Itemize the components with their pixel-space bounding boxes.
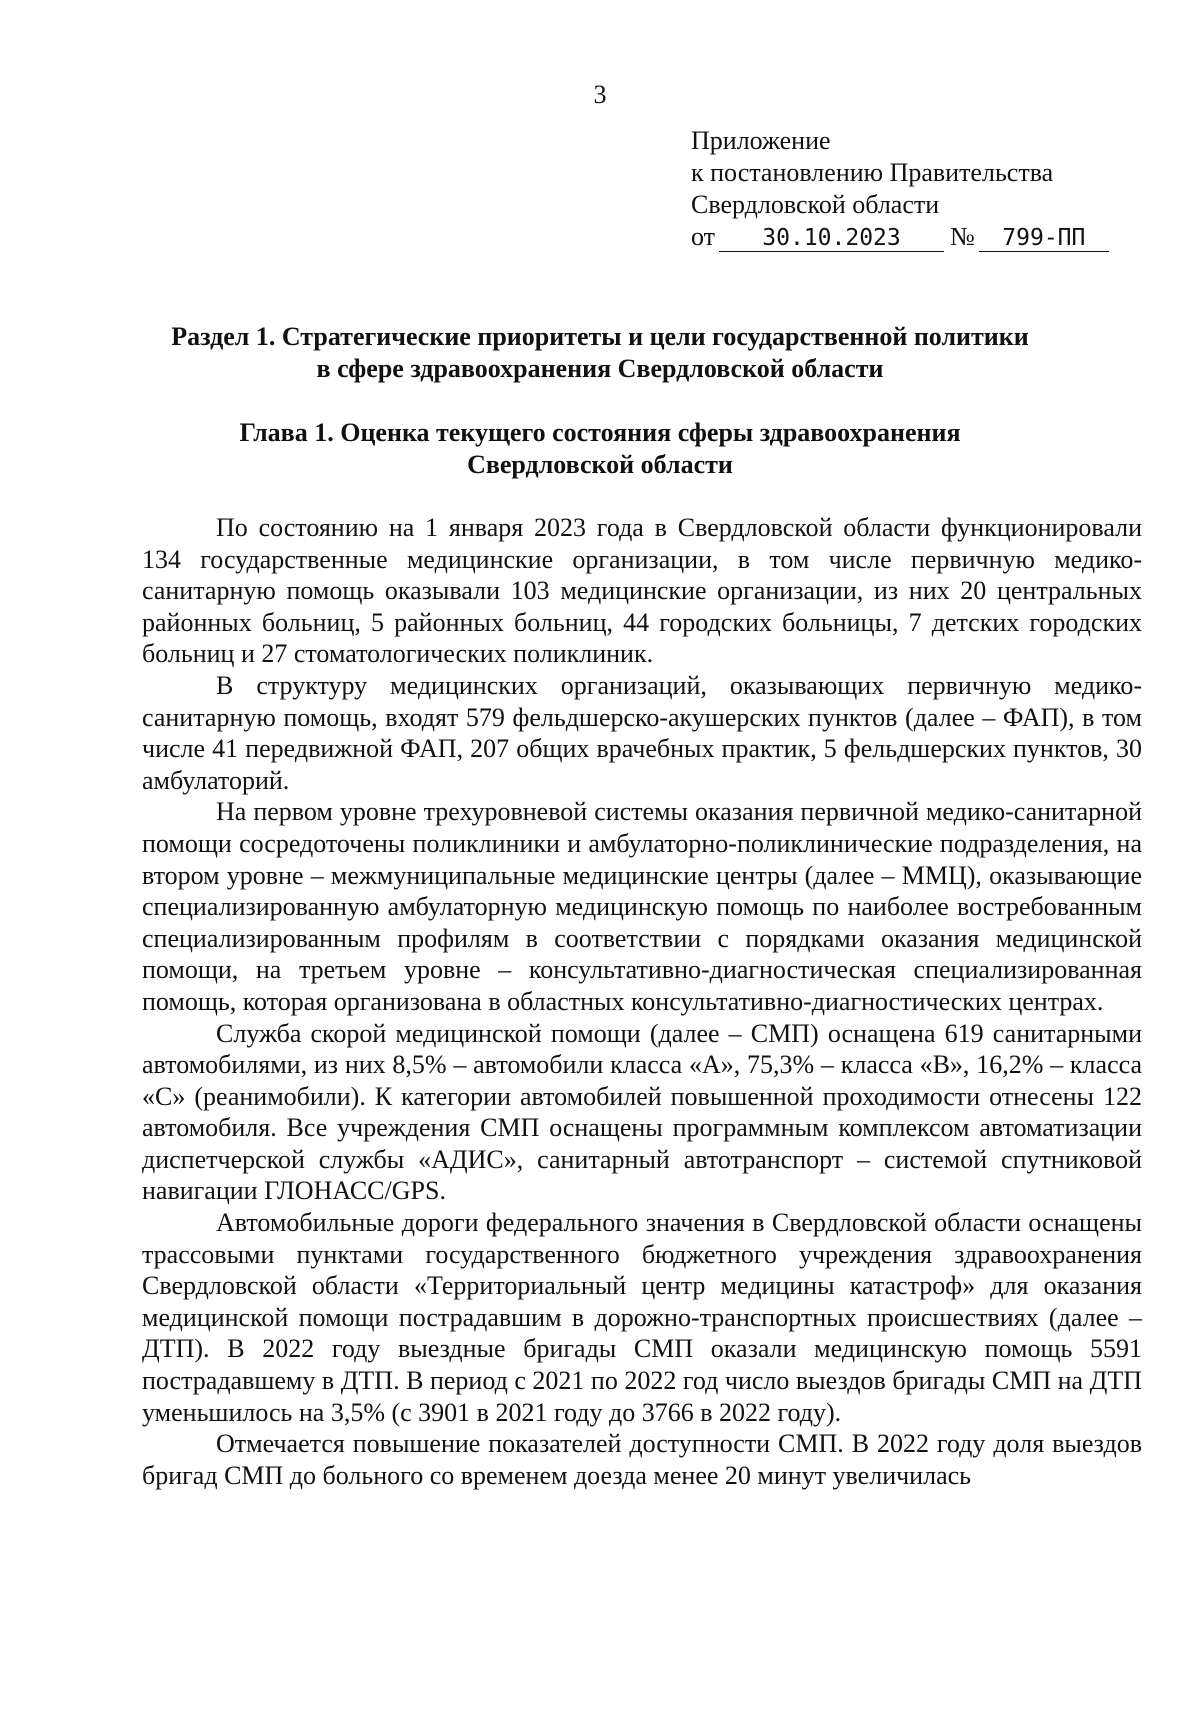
paragraph: Отмечается повышение показателей доступности СМП. В 2022 году доля выездов бригад СМП до больного со временем доезда менее 20 минут увеличилась	[142, 1429, 1142, 1490]
appendix-title: Приложение	[691, 126, 831, 155]
appendix-region: Свердловской области	[691, 190, 940, 219]
number-value: 799-ПП	[979, 225, 1109, 252]
paragraph: Автомобильные дороги федерального значения в Свердловской области оснащены трассовыми пунктами государственного бюджетного учреждения здравоохранения Свердловской области «Территориальный центр медицины катастроф» для оказания медицинской помощи пострадавшим в дорожно-транспортных происшествиях (далее – ДТП). В 2022 году выездные бригады СМП оказали медицинскую помощь 5591 пострадавшему в ДТП. В период с 2021 по 2022 год число выездов бригады СМП на ДТП уменьшилось на 3,5% (с 3901 в 2021 году до 3766 в 2022 году).	[142, 1208, 1142, 1427]
paragraph: Служба скорой медицинской помощи (далее – СМП) оснащена 619 санитарными автомобилями, из них 8,5% – автомобили класса «А», 75,3% – класса «В», 16,2% – класса «С» (реанимобили). К категории автомобилей повышенной проходимости отнесены 122 автомобиля. Все учреждения СМП оснащены программным комплексом автоматизации диспетчерской службы «АДИС», санитарный автотранспорт – системой спутниковой навигации ГЛОНАСС/GPS.	[142, 1018, 1142, 1206]
date-value: 30.10.2023	[719, 225, 944, 252]
chapter-title-line-1: Глава 1. Оценка текущего состояния сферы здравоохранения	[239, 418, 961, 447]
date-prefix: от	[691, 222, 716, 251]
appendix-reference: к постановлению Правительства	[691, 158, 1054, 187]
appendix-date-line	[691, 221, 1131, 253]
page-number: 3	[593, 80, 607, 109]
chapter-title-line-2: Свердловской области	[467, 450, 733, 479]
number-prefix: №	[950, 222, 975, 251]
paragraph: По состоянию на 1 января 2023 года в Свердловской области функционировали 134 государственные медицинские организации, в том числе первичную медико-санитарную помощь оказывали 103 медицинские организации, из них 20 центральных районных больниц, 5 районных больниц, 44 городских больницы, 7 детских городских больниц и 27 стоматологических поликлиник.	[142, 513, 1142, 669]
paragraph: На первом уровне трехуровневой системы оказания первичной медико-санитарной помощи сосредоточены поликлиники и амбулаторно-поликлинические подразделения, на втором уровне – межмуниципальные медицинские центры (далее – ММЦ), оказывающие специализированную амбулаторную медицинскую помощь по наиболее востребованным специализированным профилям в соответствии с порядками оказания медицинской помощи, на третьем уровне – консультативно-диагностическая специализированная помощь, которая организована в областных консультативно-диагностических центрах.	[142, 797, 1142, 1016]
body-text	[142, 512, 1142, 1491]
chapter-title	[130, 417, 1070, 481]
paragraph: В структуру медицинских организаций, оказывающих первичную медико-санитарную помощь, входят 579 фельдшерско-акушерских пунктов (далее – ФАП), в том числе 41 передвижной ФАП, 207 общих врачебных практик, 5 фельдшерских пунктов, 30 амбулаторий.	[142, 670, 1142, 795]
section-title	[130, 321, 1070, 385]
section-title-line-1: Раздел 1. Стратегические приоритеты и цели государственной политики	[171, 322, 1029, 351]
section-title-line-2: в сфере здравоохранения Свердловской области	[316, 354, 884, 383]
appendix-header	[691, 125, 1131, 253]
